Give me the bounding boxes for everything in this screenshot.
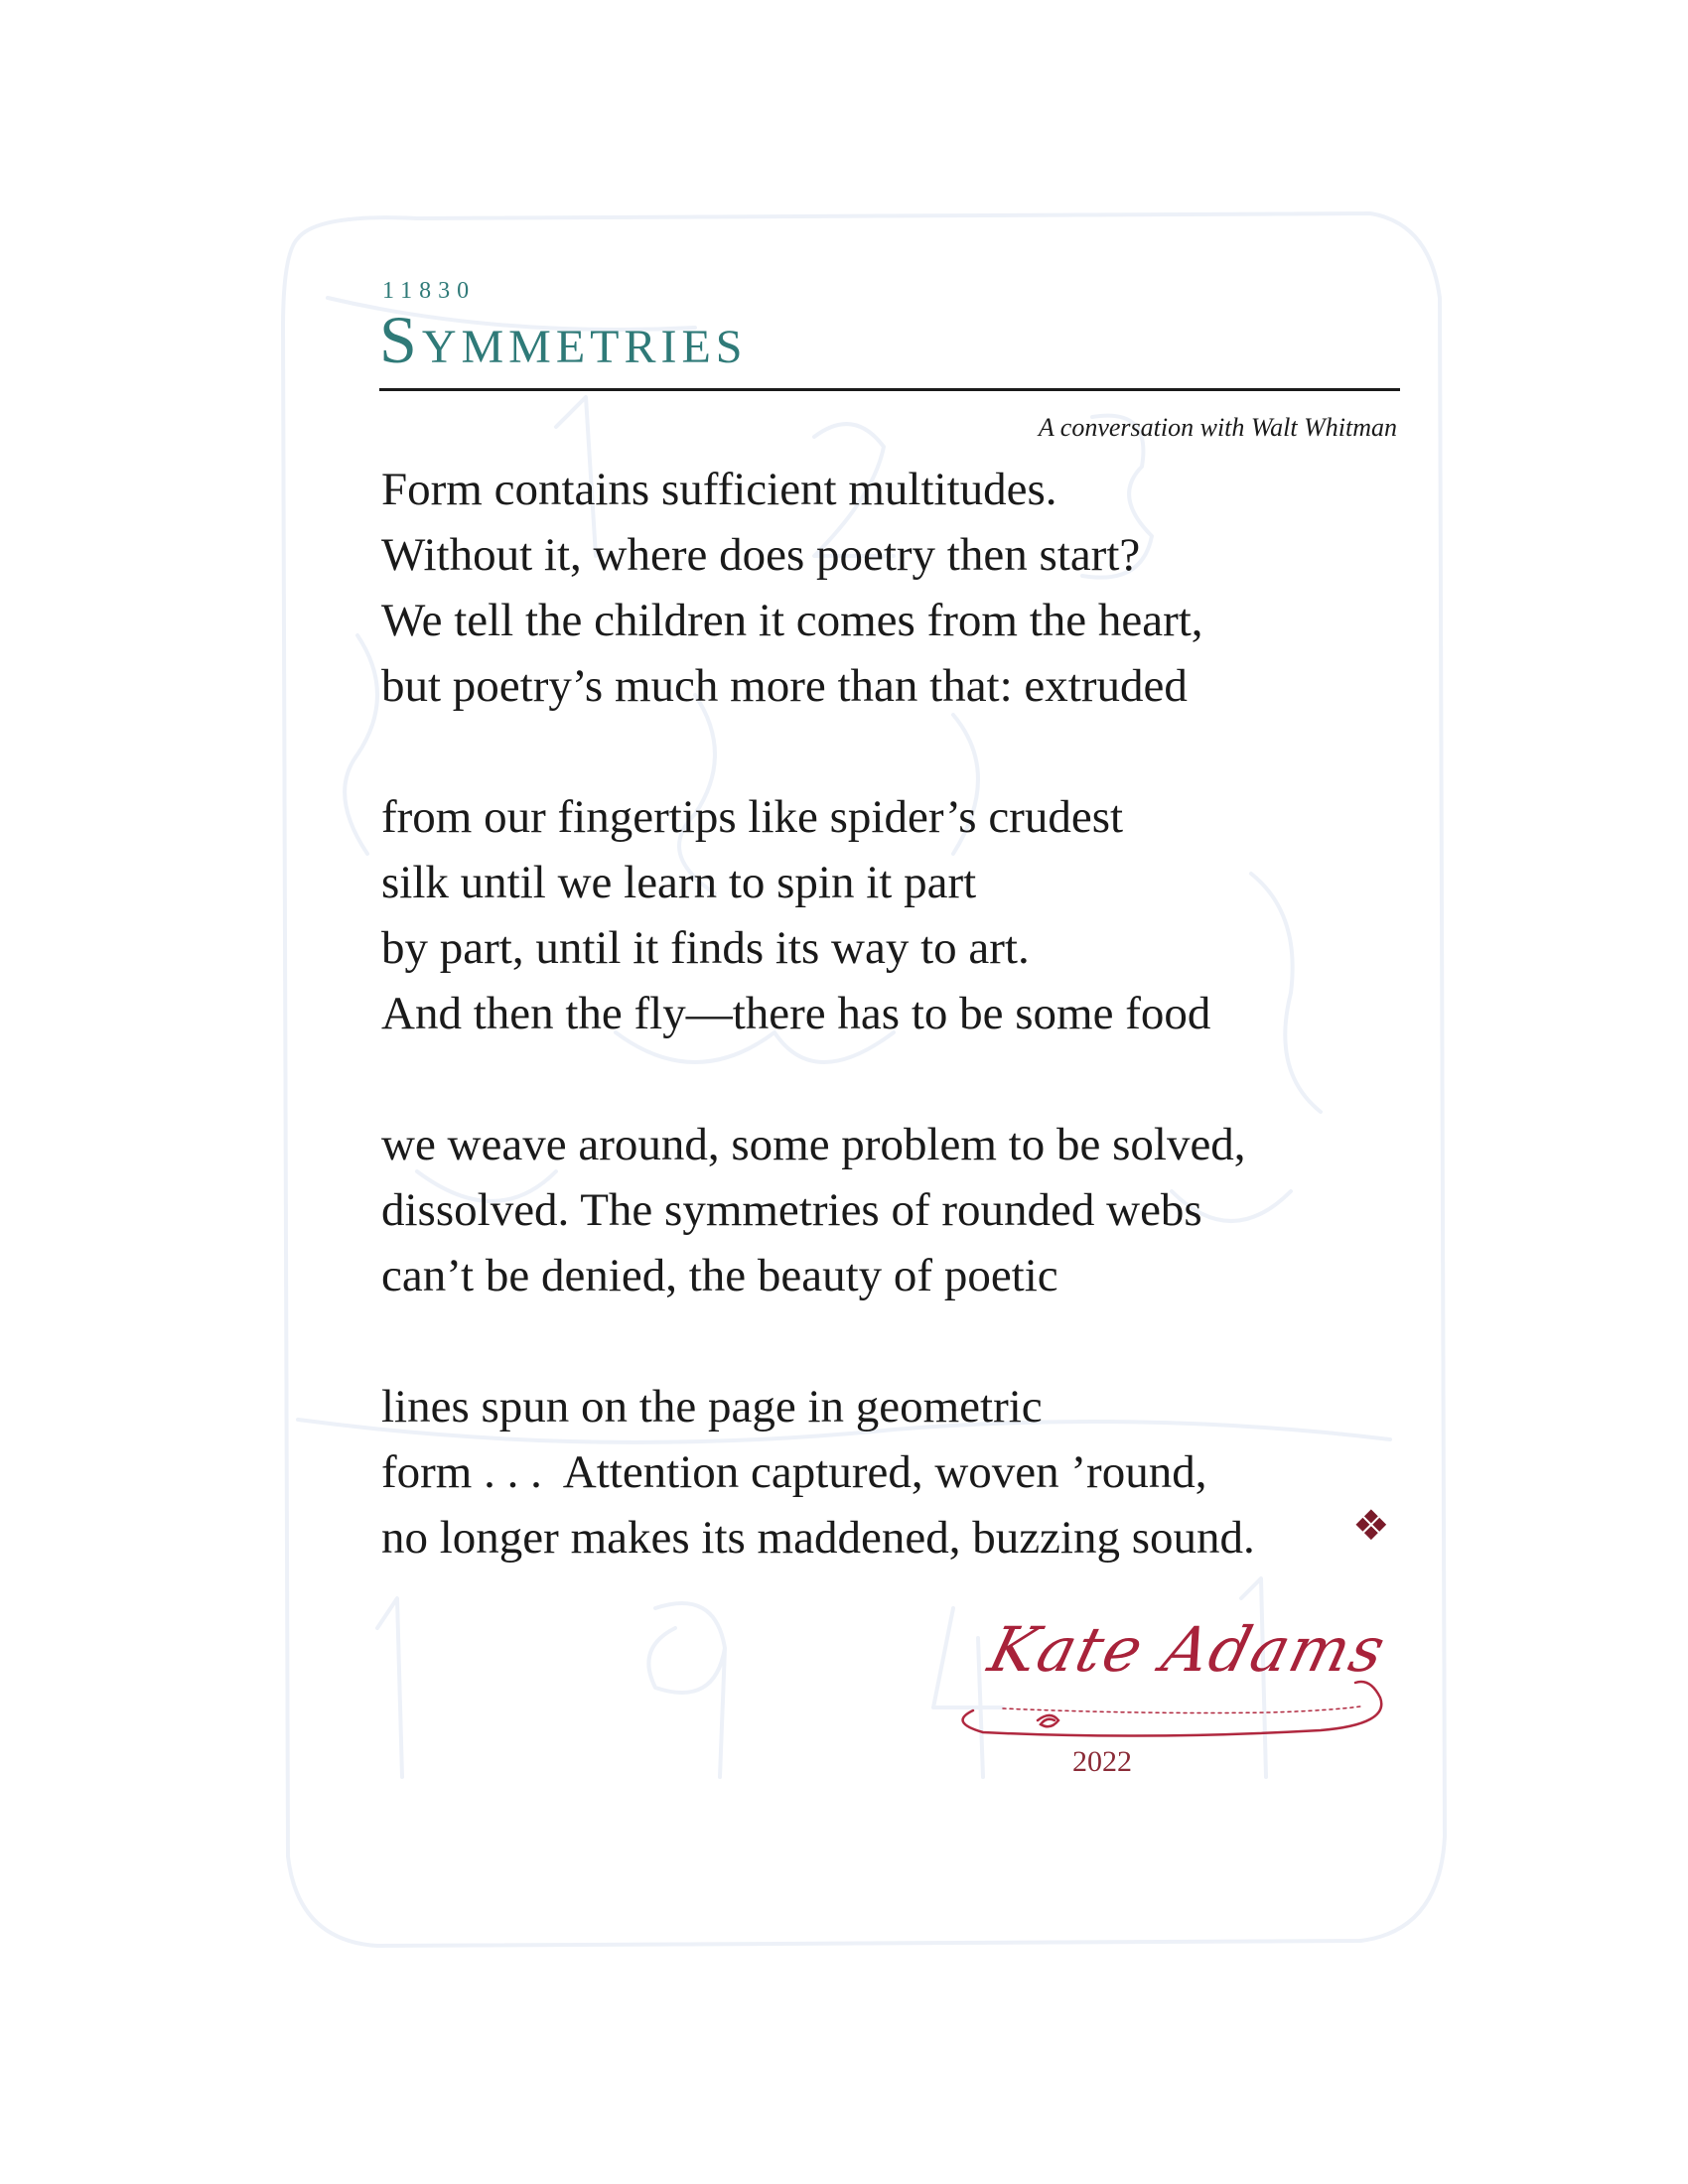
- poem-line: Form contains sufficient multitudes.: [381, 464, 1057, 515]
- poem-line: And then the fly—there has to be some food: [381, 988, 1211, 1039]
- poem-title: Symmetries: [379, 302, 748, 377]
- poem-line: can’t be denied, the beauty of poetic: [381, 1250, 1058, 1301]
- poem-line: we weave around, some problem to be solved,: [381, 1119, 1246, 1170]
- stanza: [381, 457, 1374, 719]
- signature-text: Kate Adams: [981, 1613, 1394, 1686]
- epigraph: A conversation with Walt Whitman: [1038, 413, 1397, 442]
- poem-body: [381, 457, 1374, 1570]
- year: 2022: [1072, 1745, 1132, 1778]
- poem-line: silk until we learn to spin it part: [381, 857, 977, 908]
- poem-line: We tell the children it comes from the heart,: [381, 595, 1203, 646]
- poem-line: Without it, where does poetry then start?: [381, 529, 1141, 581]
- stanza: [381, 1112, 1374, 1308]
- poem-number: 11830: [382, 278, 477, 304]
- end-ornament-icon: ❖: [1352, 1501, 1390, 1550]
- poem-line: dissolved. The symmetries of rounded webs: [381, 1184, 1202, 1236]
- poem-line: no longer makes its maddened, buzzing sound.: [381, 1512, 1255, 1564]
- stanza: [381, 784, 1374, 1046]
- poem-line: from our fingertips like spider’s crudest: [381, 791, 1124, 843]
- poem-line: form . . . Attention captured, woven ’round,: [381, 1446, 1207, 1498]
- poem-line: but poetry’s much more than that: extruded: [381, 660, 1188, 712]
- title-divider: [379, 388, 1400, 391]
- stanza: [381, 1374, 1374, 1570]
- author-signature: [943, 1603, 1410, 1742]
- poem-line: lines spun on the page in geometric: [381, 1381, 1043, 1433]
- poem-line: by part, until it finds its way to art.: [381, 922, 1030, 974]
- signature-flourish: [943, 1603, 1410, 1742]
